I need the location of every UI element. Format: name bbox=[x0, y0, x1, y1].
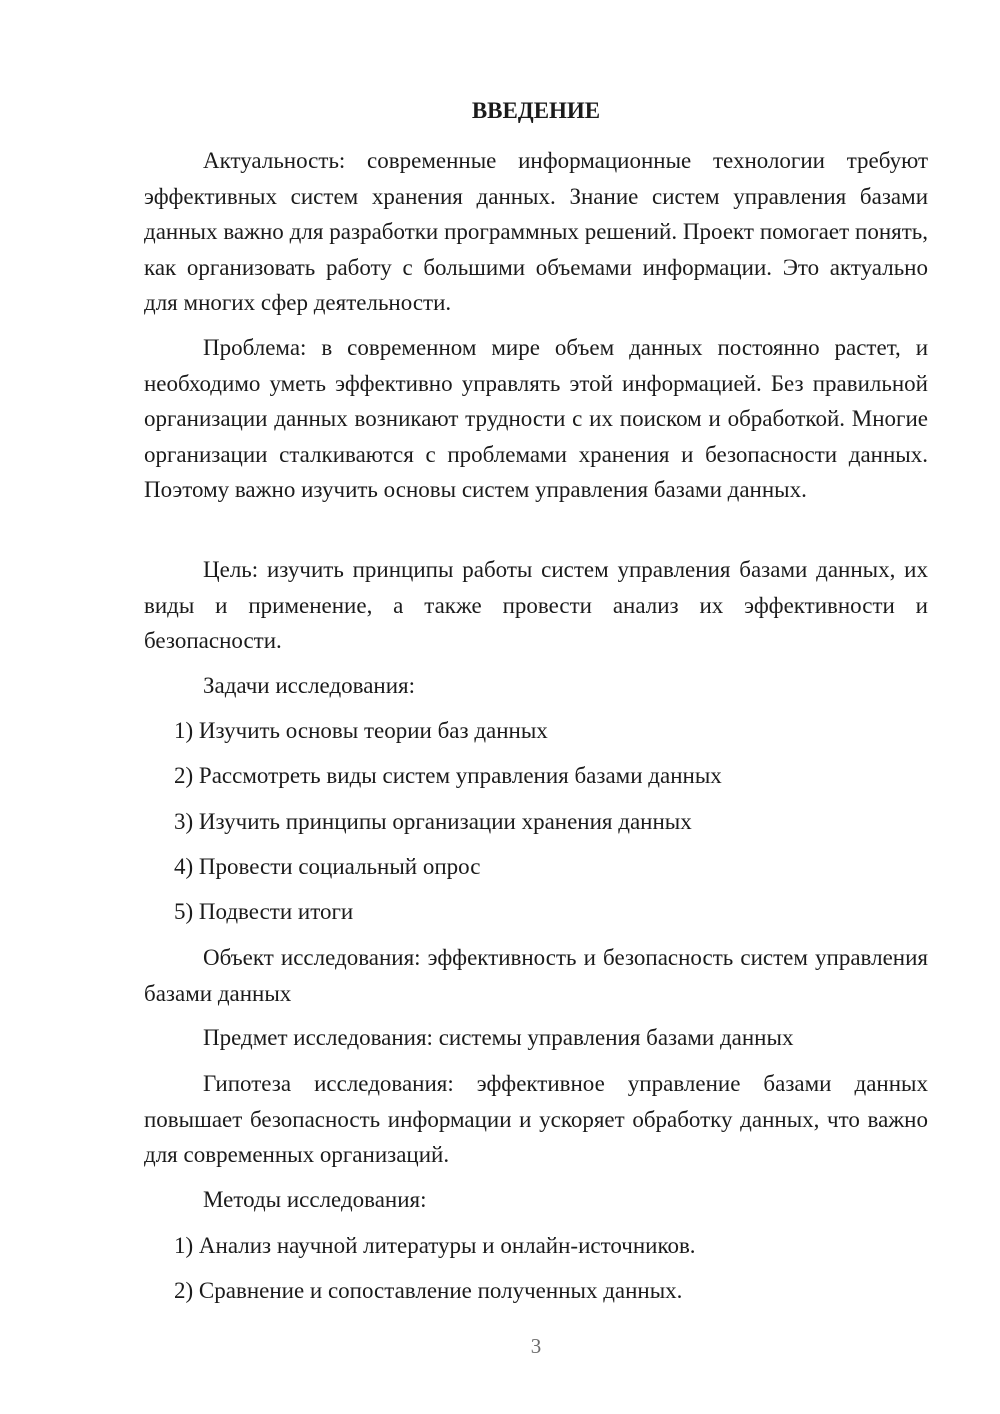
method-item-2: 2) Сравнение и сопоставление полученных данных. bbox=[174, 1278, 683, 1303]
hypothesis-paragraph: Гипотеза исследования: эффективное управление базами данных повышает безопасность информации и ускоряет обработку данных, что важно для современных организаций. bbox=[144, 1071, 928, 1167]
task-item-1: 1) Изучить основы теории баз данных bbox=[174, 718, 548, 743]
object-paragraph: Объект исследования: эффективность и безопасность систем управления базами данных bbox=[144, 945, 928, 1006]
method-item-1: 1) Анализ научной литературы и онлайн-источников. bbox=[174, 1233, 696, 1258]
tasks-label: Задачи исследования: bbox=[203, 673, 416, 698]
task-item-4: 4) Провести социальный опрос bbox=[174, 854, 481, 879]
problem-paragraph: Проблема: в современном мире объем данных постоянно растет, и необходимо уметь эффективно управлять этой информацией. Без правильной организации данных возникают трудности с их поиском и обработкой. Многие организации сталкиваются с проблемами хранения и безопасности данных. Поэтому важно изучить основы систем управления базами данных. bbox=[144, 335, 928, 502]
page-title: ВВЕДЕНИЕ bbox=[471, 98, 601, 123]
task-item-3: 3) Изучить принципы организации хранения данных bbox=[174, 809, 692, 834]
subject-paragraph: Предмет исследования: системы управления базами данных bbox=[203, 1025, 794, 1050]
goal-paragraph: Цель: изучить принципы работы систем управления базами данных, их виды и применение, а также провести анализ их эффективности и безопасности. bbox=[144, 557, 928, 653]
task-item-5: 5) Подвести итоги bbox=[174, 899, 354, 924]
document-page bbox=[144, 0, 928, 1414]
relevance-paragraph: Актуальность: современные информационные технологии требуют эффективных систем хранения данных. Знание систем управления базами данных важно для разработки программных решений. Проект помогает понять, как организовать работу с большими объемами информации. Это актуально для многих сфер деятельности. bbox=[144, 148, 928, 315]
task-item-2: 2) Рассмотреть виды систем управления базами данных bbox=[174, 763, 722, 788]
page-number: 3 bbox=[530, 1334, 542, 1358]
methods-label: Методы исследования: bbox=[203, 1187, 427, 1212]
